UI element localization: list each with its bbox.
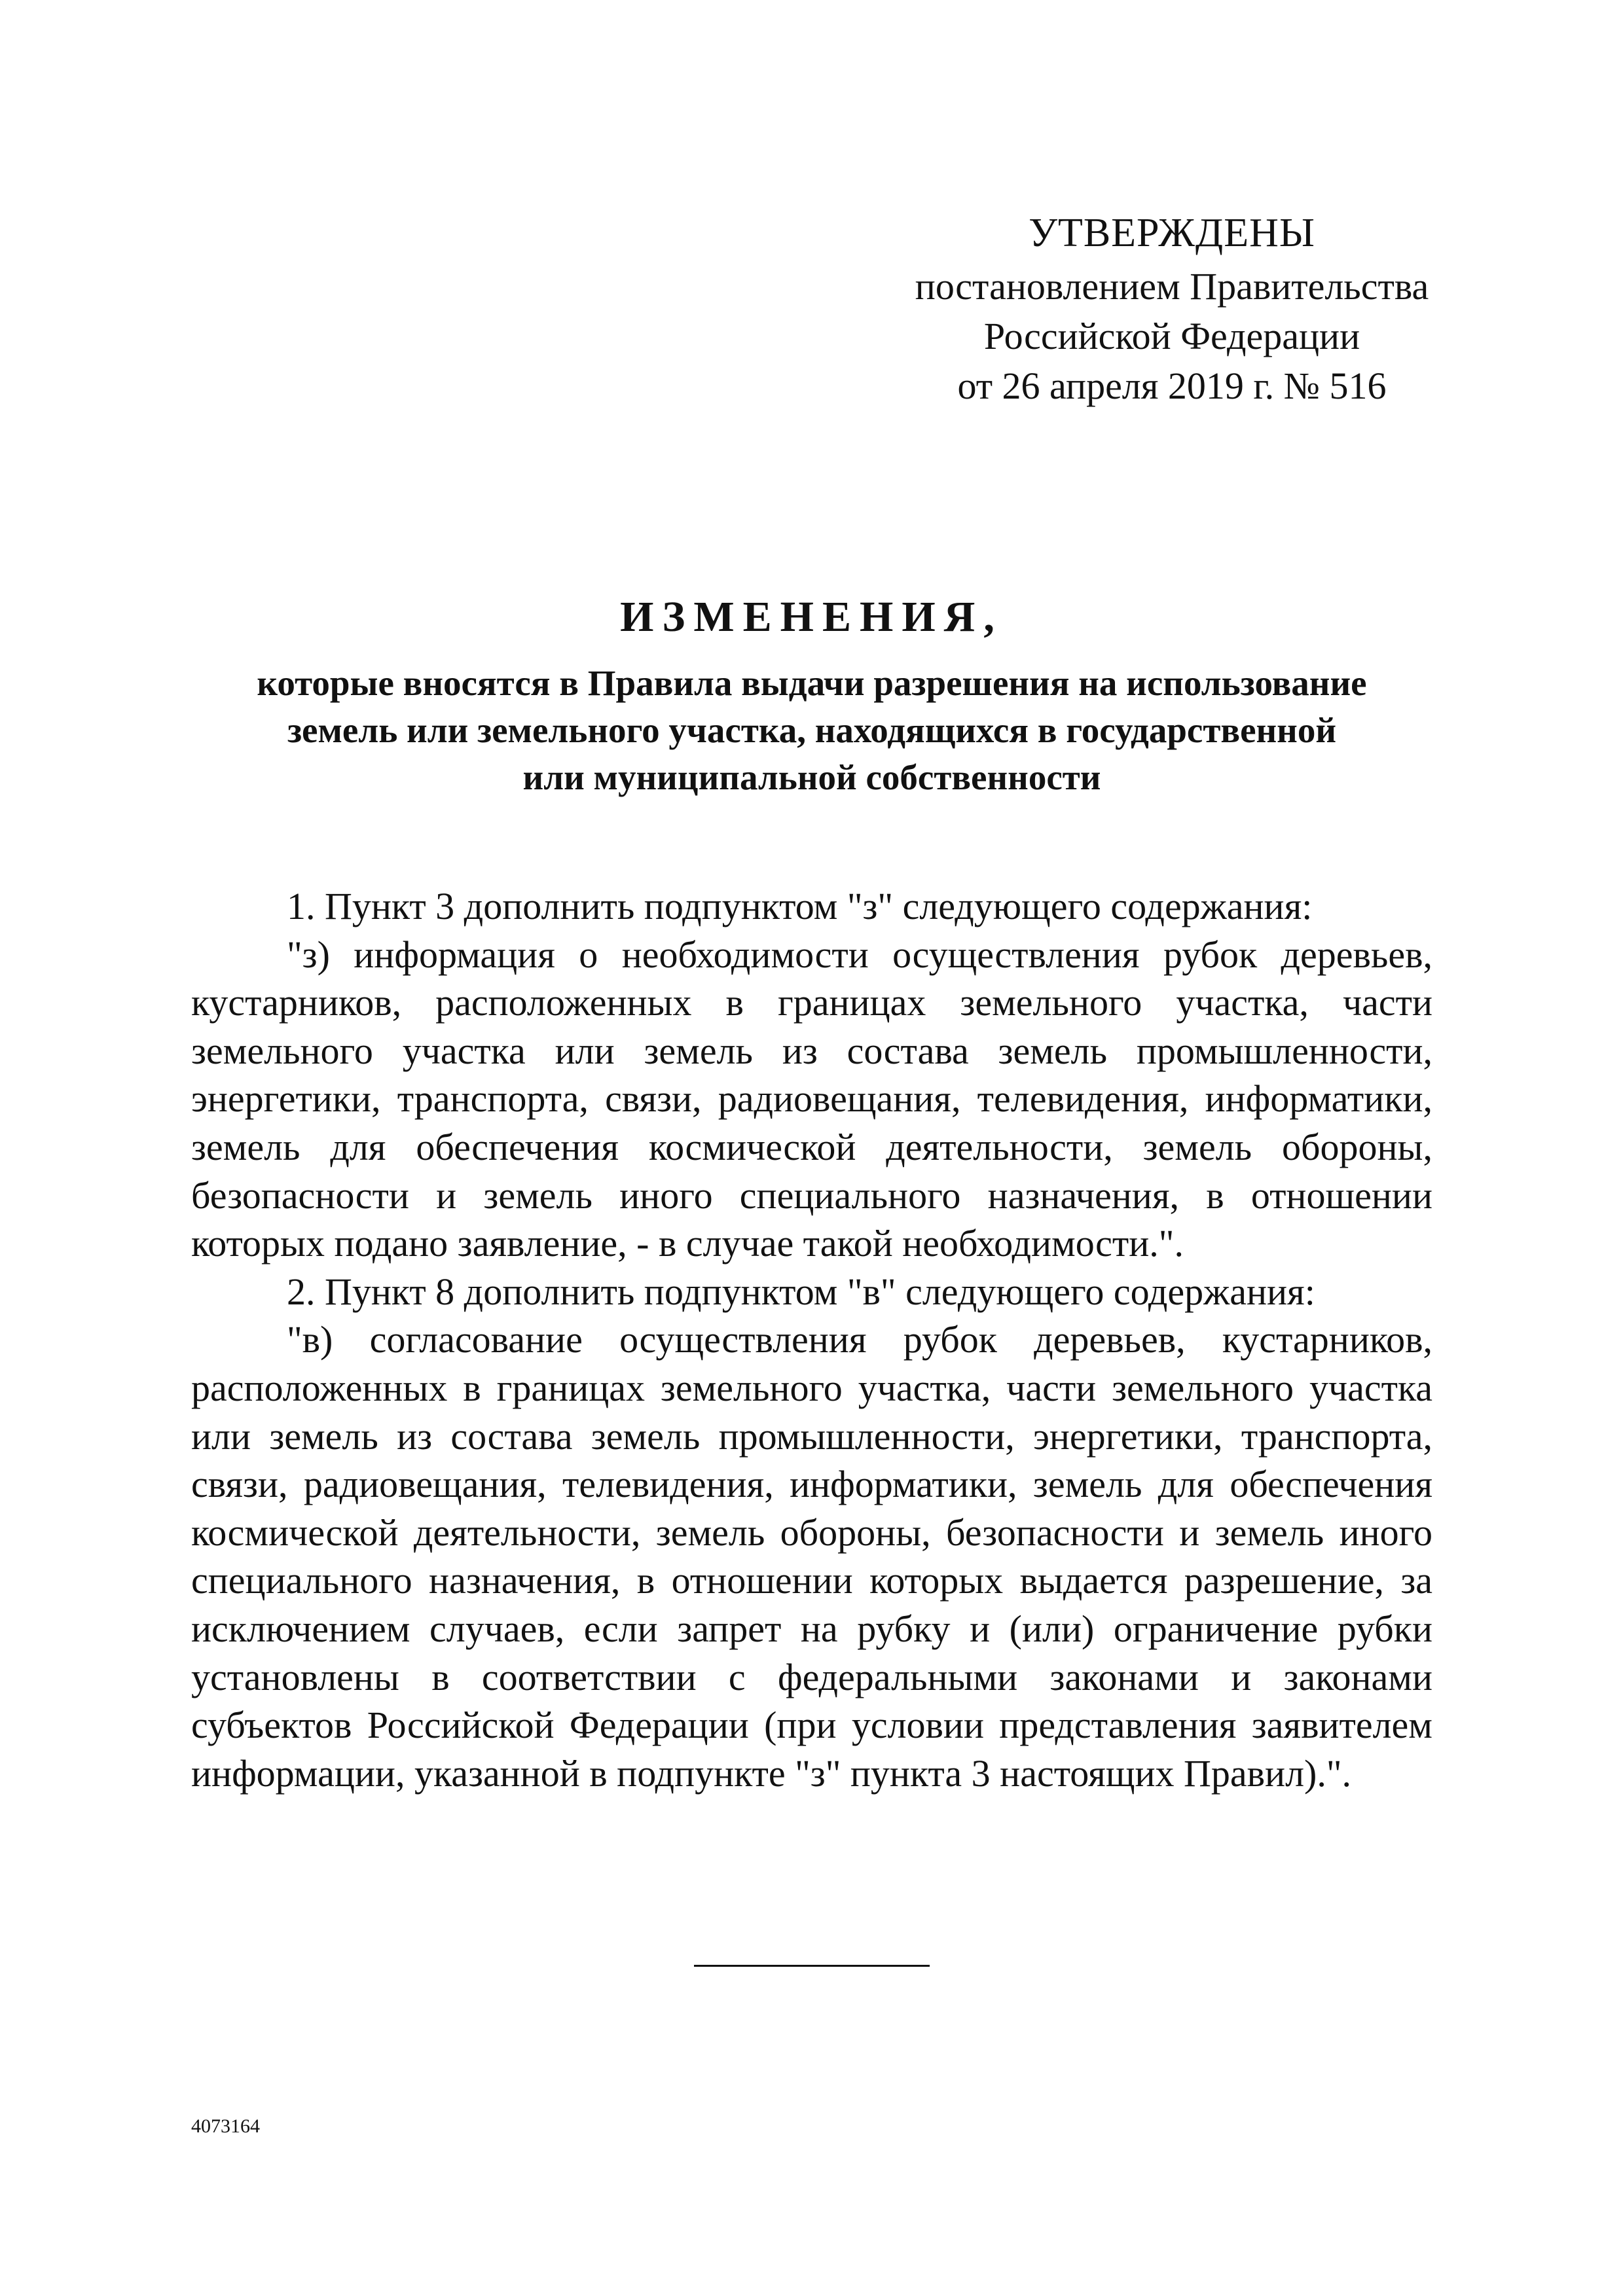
document-body [191, 882, 1432, 1797]
closing-divider [694, 1965, 930, 1967]
subtitle-line: которые вносятся в Правила выдачи разрешения на использование [257, 663, 1367, 703]
paragraph-subpoint-v: "в) согласование осуществления рубок деревьев, кустарников, расположенных в границах земельного участка, части земельного участка или земель из состава земель промышленности, энергетики, транспорта, связи, радиовещания, телевидения, информатики, земель для обеспечения космической деятельности, земель обороны, безопасности и земель иного специального назначения, в отношении которых выдается разрешение, за исключением случаев, если запрет на рубку и (или) ограничение рубки установлены в соответствии с федеральными законами и законами субъектов Российской Федерации (при условии представления заявителем информации, указанной в подпункте "з" пункта 3 настоящих Правил).". [191, 1318, 1432, 1795]
approval-line-3: от 26 апреля 2019 г. № 516 [957, 365, 1387, 407]
paragraph-item-1: 1. Пункт 3 дополнить подпунктом "з" следующего содержания: [287, 885, 1313, 927]
document-title: ИЗМЕНЕНИЯ, [620, 593, 1003, 641]
paragraph-subpoint-z: "з) информация о необходимости осуществления рубок деревьев, кустарников, расположенных в границах земельного участка, части земельного участка или земель из состава земель промышленности, энергетики, транспорта, связи, радиовещания, телевидения, информатики, земель для обеспечения космической деятельности, земель обороны, безопасности и земель иного специального назначения, в отношении которых подано заявление, - в случае такой необходимости.". [191, 933, 1432, 1265]
approval-line-2: Российской Федерации [983, 315, 1360, 357]
document-code: 4073164 [191, 2115, 260, 2137]
paragraph-item-2: 2. Пункт 8 дополнить подпунктом "в" следующего содержания: [287, 1270, 1315, 1313]
approval-stamp-block [851, 208, 1493, 411]
approval-line-1: постановлением Правительства [915, 265, 1429, 308]
approval-title: УТВЕРЖДЕНЫ [1029, 211, 1315, 255]
subtitle-line: земель или земельного участка, находящихся в государственной [287, 710, 1337, 750]
document-subtitle [196, 660, 1427, 801]
subtitle-line: или муниципальной собственности [522, 757, 1101, 797]
